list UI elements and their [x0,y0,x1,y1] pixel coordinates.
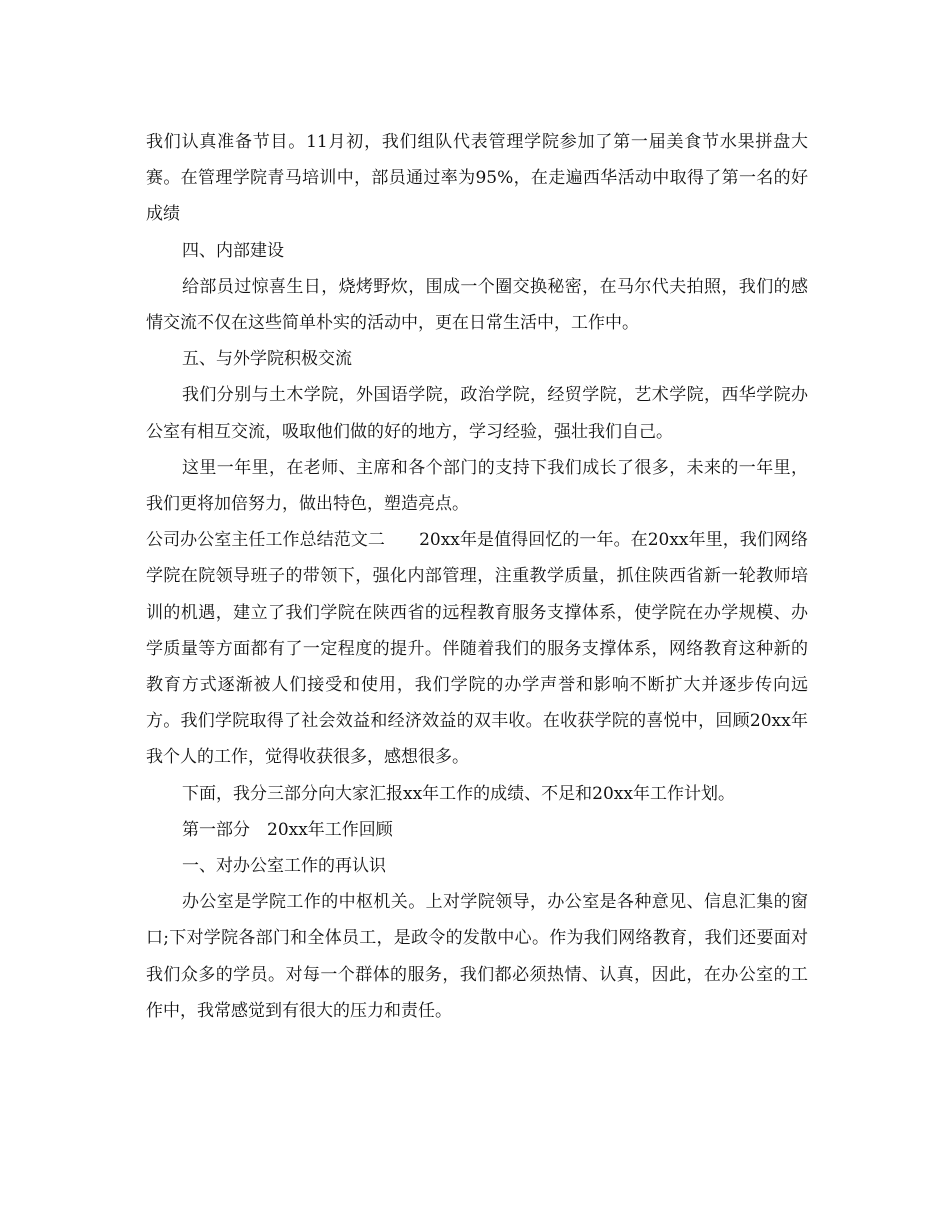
body-paragraph-6: 下面，我分三部分向大家汇报xx年工作的成绩、不足和20xx年工作计划。 [182,783,735,804]
section-heading-office-understanding: 一、对办公室工作的再认识 [182,856,386,877]
body-paragraph-7: 办公室是学院工作的中枢机关。上对学院领导，办公室是各种意见、信息汇集的窗口;下对学院各部门和全体员工，是政令的发散中心。作为我们网络教育，我们还要面对我们众多的学员。对每一个群体的服务，我们都必须热情、认真，因此，在办公室的工作中，我常感觉到有很大的压力和责任。 [146,892,808,1021]
body-paragraph-3: 我们分别与土木学院，外国语学院，政治学院，经贸学院，艺术学院，西华学院办公室有相互交流，吸取他们做的好的地方，学习经验，强壮我们自己。 [146,385,808,442]
section-heading-external-exchange: 五、与外学院积极交流 [182,349,352,370]
body-paragraph-1: 我们认真准备节目。11月初，我们组队代表管理学院参加了第一届美食节水果拼盘大赛。在管理学院青马培训中，部员通过率为95%，在走遍西华活动中取得了第一名的好成绩 [146,132,808,225]
body-paragraph-4: 这里一年里，在老师、主席和各个部门的支持下我们成长了很多，未来的一年里，我们更将加倍努力，做出特色，塑造亮点。 [146,457,808,515]
part-heading-review: 第一部分 20xx年工作回顾 [182,819,393,840]
body-paragraph-5: 公司办公室主任工作总结范文二 20xx年是值得回忆的一年。在20xx年里，我们网络学院在院领导班子的带领下，强化内部管理，注重教学质量，抓住陕西省新一轮教师培训的机遇，建立了我们学院在陕西省的远程教育服务支撑体系，使学院在办学规模、办学质量等方面都有了一定程度的提升。伴随着我们的服务支撑体系，网络教育这种新的教育方式逐渐被人们接受和使用，我们学院的办学声誉和影响不断扩大并逐步传向远方。我们学院取得了社会效益和经济效益的双丰收。在收获学院的喜悦中，回顾20xx年我个人的工作，觉得收获很多，感想很多。 [146,530,808,768]
section-heading-internal-building: 四、内部建设 [182,240,284,261]
body-paragraph-2: 给部员过惊喜生日，烧烤野炊，围成一个圈交换秘密，在马尔代夫拍照，我们的感情交流不仅在这些简单朴实的活动中，更在日常生活中，工作中。 [146,276,808,334]
